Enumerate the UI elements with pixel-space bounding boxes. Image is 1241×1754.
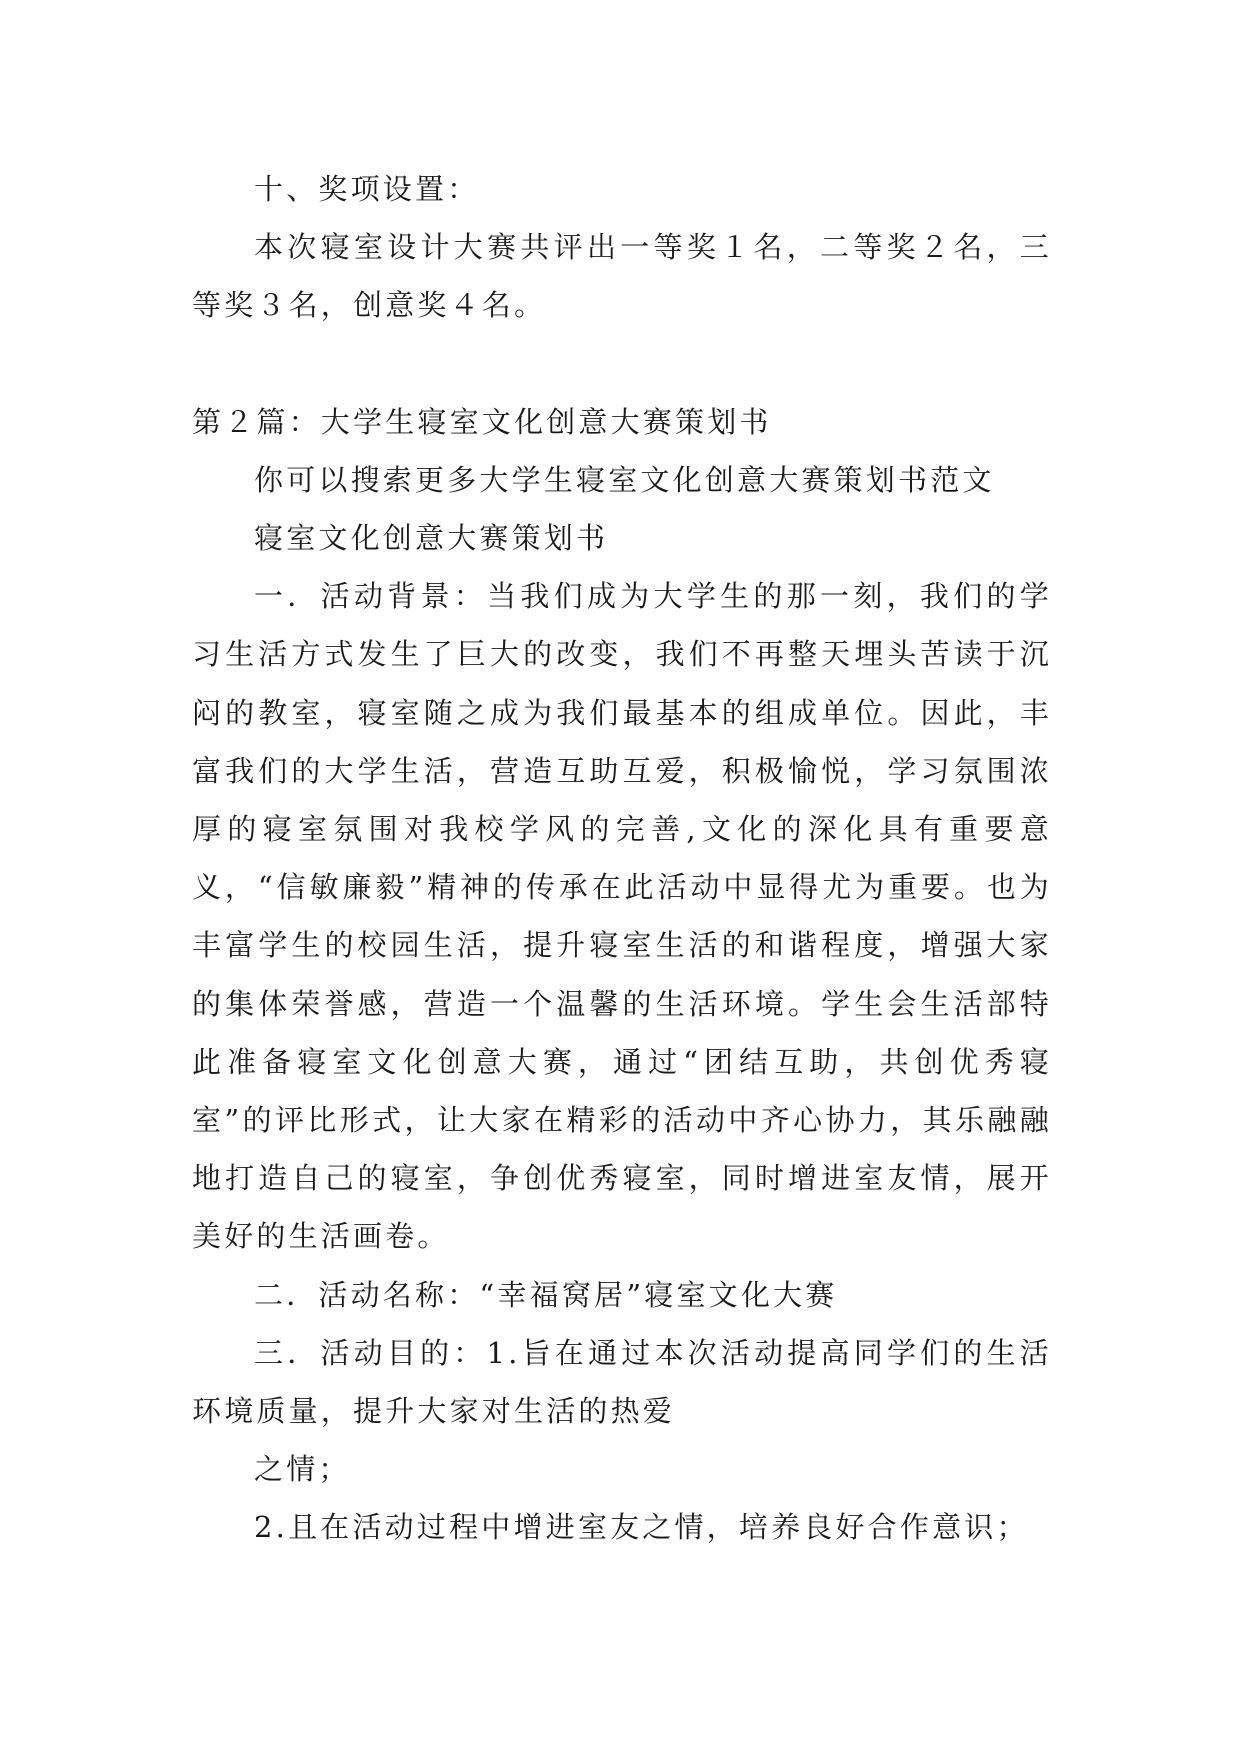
- paragraph-search-more: 你可以搜索更多大学生寝室文化创意大赛策划书范文: [254, 462, 995, 497]
- paragraph-activity-background: 一．活动背景：当我们成为大学生的那一刻，我们的学习生活方式发生了巨大的改变，我们不再整天埋头苦读于沉闷的教室，寝室随之成为我们最基本的组成单位。因此，丰富我们的大学生活，营造互助互爱，积极愉悦，学习氛围浓厚的寝室氛围对我校学风的完善,文化的深化具有重要意义，“信敏廉毅”精神的传承在此活动中显得尤为重要。也为丰富学生的校园生活，提升寝室生活的和谐程度，增强大家的集体荣誉感，营造一个温馨的生活环境。学生会生活部特此准备寝室文化创意大赛，通过“团结互助，共创优秀寝室”的评比形式，让大家在精彩的活动中齐心协力，其乐融融地打造自己的寝室，争创优秀寝室，同时增进室友情，展开美好的生活画卷。: [192, 579, 1052, 1254]
- document-subtitle: 寝室文化创意大赛策划书: [254, 521, 609, 556]
- paragraph-purpose-item-2: 2.且在活动过程中增进室友之情，培养良好合作意识；: [254, 1510, 1029, 1545]
- article-title: 第２篇：大学生寝室文化创意大赛策划书: [192, 404, 772, 439]
- paragraph-activity-purpose: 三．活动目的：1.旨在通过本次活动提高同学们的生活环境质量，提升大家对生活的热爱: [192, 1335, 1052, 1429]
- document-body: [192, 160, 1052, 1557]
- section-heading-awards: 十、奖项设置：: [254, 172, 480, 206]
- paragraph-award-details: 本次寝室设计大赛共评出一等奖１名，二等奖２名，三等奖３名，创意奖４名。: [192, 230, 1052, 323]
- paragraph-purpose-continued: 之情；: [254, 1452, 351, 1487]
- paragraph-activity-name: 二．活动名称：“幸福窝居”寝室文化大赛: [254, 1277, 838, 1312]
- paragraph-spacer: [192, 335, 1052, 393]
